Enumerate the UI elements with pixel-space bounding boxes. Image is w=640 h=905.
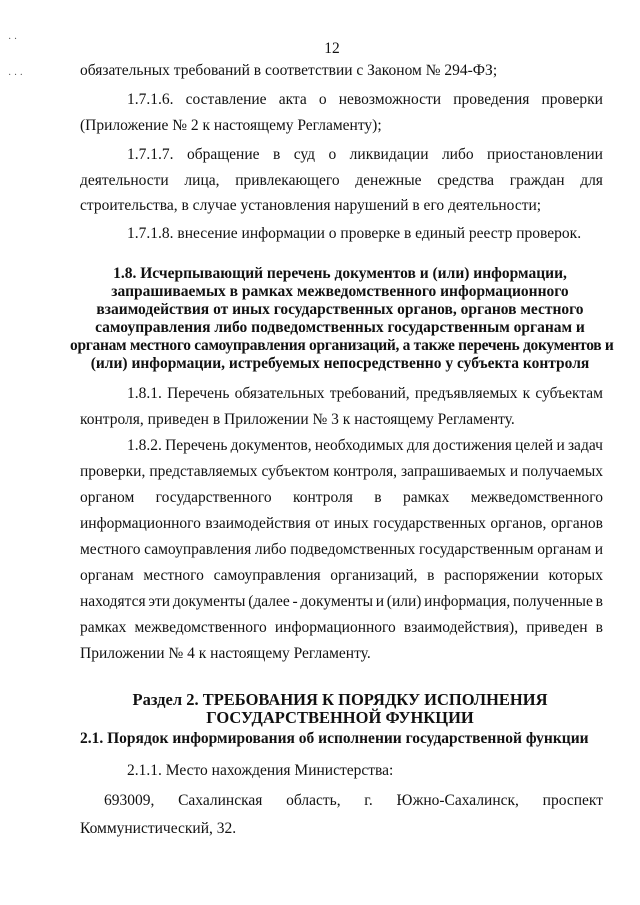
word: контроля, [333,463,398,480]
word: субъектом [261,463,330,480]
section-title: Раздел 2. ТРЕБОВАНИЯ К ПОРЯДКУ ИСПОЛНЕНИЯ [132,690,548,709]
word: органам [537,541,592,558]
justified-line [127,437,603,455]
word: 1.7.1.7. [127,146,174,163]
word: государственного [155,489,272,506]
heading-line: запрашиваемых в рамках межведомственного информационного [111,283,569,300]
word: межведомственного [470,489,603,506]
word: 1.8.2. [127,437,162,454]
word: иных [333,515,369,532]
scan-mark-dots: · · · [8,70,23,81]
justified-line [80,593,603,611]
word: органов, [490,515,547,532]
word: проведения [453,91,530,108]
word: межведомственного [134,619,267,636]
word: проспект [542,792,603,809]
word: субъектам [535,385,603,402]
text-line: (Приложение № 2 к настоящему Регламенту); [80,117,382,134]
word: самоуправления [213,567,321,584]
word: предъявляемых [414,385,518,402]
heading-line: органам местного самоуправления организаций, а также перечень документов и [70,337,614,354]
word: и [375,593,385,610]
word: о [328,146,337,163]
word: деятельности [80,172,169,189]
word: ликвидации [349,146,429,163]
word: приостановлении [487,146,603,163]
word: которых [548,567,603,584]
text-line: 2.1.1. Место нахождения Министерства: [127,762,394,779]
word: взаимодействия [205,515,311,532]
word: запрашиваемых [401,463,506,480]
word: информационного [274,619,396,636]
text-line: Приложении № 4 к настоящему Регламенту. [80,645,371,662]
word: денежные [355,172,422,189]
word: организаций, [330,567,418,584]
word: для [406,437,430,454]
subsection-heading: 2.1. Порядок информирования об исполнении государственной функции [80,730,589,747]
justified-line [80,515,603,533]
justified-line [80,541,603,559]
word: к [522,385,531,402]
justified-line [80,489,603,507]
word: Перечень [165,437,228,454]
word: информационного [80,515,201,532]
word: полученные [512,593,593,610]
word: Сахалинская [178,792,263,809]
word: представляемых [149,463,258,480]
word: от [315,515,330,532]
word: проверки, [80,463,146,480]
word: рамках [80,619,127,636]
word: (или) [386,593,422,610]
word: невозможности [338,91,442,108]
word: и [594,541,603,558]
word: обращение [186,146,260,163]
word: получаемых [522,463,603,480]
word: и [556,437,565,454]
word: - [292,593,298,610]
word: документы [172,593,246,610]
word: подведомственных [290,541,416,558]
word: средства [437,172,495,189]
text-line: 1.7.1.8. внесение информации о проверке в единый реестр проверок. [127,225,582,242]
word: государственных [373,515,486,532]
heading-line: взаимодействия от иных государственных органов, органов местного [96,301,584,318]
word: документов, [230,437,312,454]
word: Перечень [167,385,230,402]
word: акта [278,91,307,108]
word: 1.8.1. [127,385,162,402]
word: составление [185,91,267,108]
justified-line [127,146,603,164]
word: задач [567,437,603,454]
word: для [580,172,603,189]
word: лица, [184,172,220,189]
word: область, [286,792,341,809]
word: органам [80,567,134,584]
word: распоряжении [444,567,539,584]
word: обязательных [234,385,325,402]
word: необходимых [314,437,404,454]
page-number: 12 [324,40,340,57]
word: документы [300,593,374,610]
word: либо [441,146,474,163]
word: целей [515,437,554,454]
text-line: строительства, в случае установления нарушений в его деятельности; [80,197,542,214]
word: либо [254,541,287,558]
word: органом [80,489,135,506]
heading-line: самоуправления либо подведомственных государственным органам и [95,319,585,336]
word: Южно-Сахалинск, [396,792,519,809]
word: суд [293,146,316,163]
word: в [595,593,603,610]
word: (далее [248,593,290,610]
word: государственным [418,541,534,558]
word: проверки [541,91,603,108]
word: граждан [509,172,565,189]
word: г. [364,792,373,809]
word: в [272,146,281,163]
text-line: Коммунистический, 32. [80,820,237,837]
justified-line [80,172,603,190]
word: взаимодействия), [403,619,519,636]
word: рамках [402,489,450,506]
word: 693009, [104,792,155,809]
justified-line [80,619,603,637]
word: контроля [292,489,353,506]
text-line: обязательных требований в соответствии с Законом № 294-ФЗ; [80,62,498,79]
word: привлекающего [235,172,340,189]
word: в [427,567,435,584]
word: местного [143,567,204,584]
word: 1.7.1.6. [127,91,174,108]
word: в [595,619,603,636]
word: о [318,91,327,108]
word: самоуправления [144,541,252,558]
justified-line [127,385,603,403]
word: местного [80,541,141,558]
word: приведен [526,619,588,636]
justified-line [80,463,603,481]
word: находятся [80,593,146,610]
heading-line: 1.8. Исчерпывающий перечень документов и (или) информации, [113,265,567,282]
word: требований, [329,385,410,402]
justified-line [127,91,603,109]
text-line: контроля, приведен в Приложении № 3 к настоящему Регламенту. [80,411,515,428]
section-title: ГОСУДАРСТВЕННОЙ ФУНКЦИИ [206,708,474,727]
word: и [509,463,519,480]
word: достижения [432,437,512,454]
word: в [374,489,382,506]
justified-line [80,567,603,585]
justified-line [104,792,603,810]
word: эти [148,593,171,610]
heading-line: (или) информации, истребуемых непосредственно у субъекта контроля [90,355,590,372]
word: информация, [424,593,511,610]
word: органов [550,515,603,532]
scan-mark-dots: · · [8,34,18,45]
